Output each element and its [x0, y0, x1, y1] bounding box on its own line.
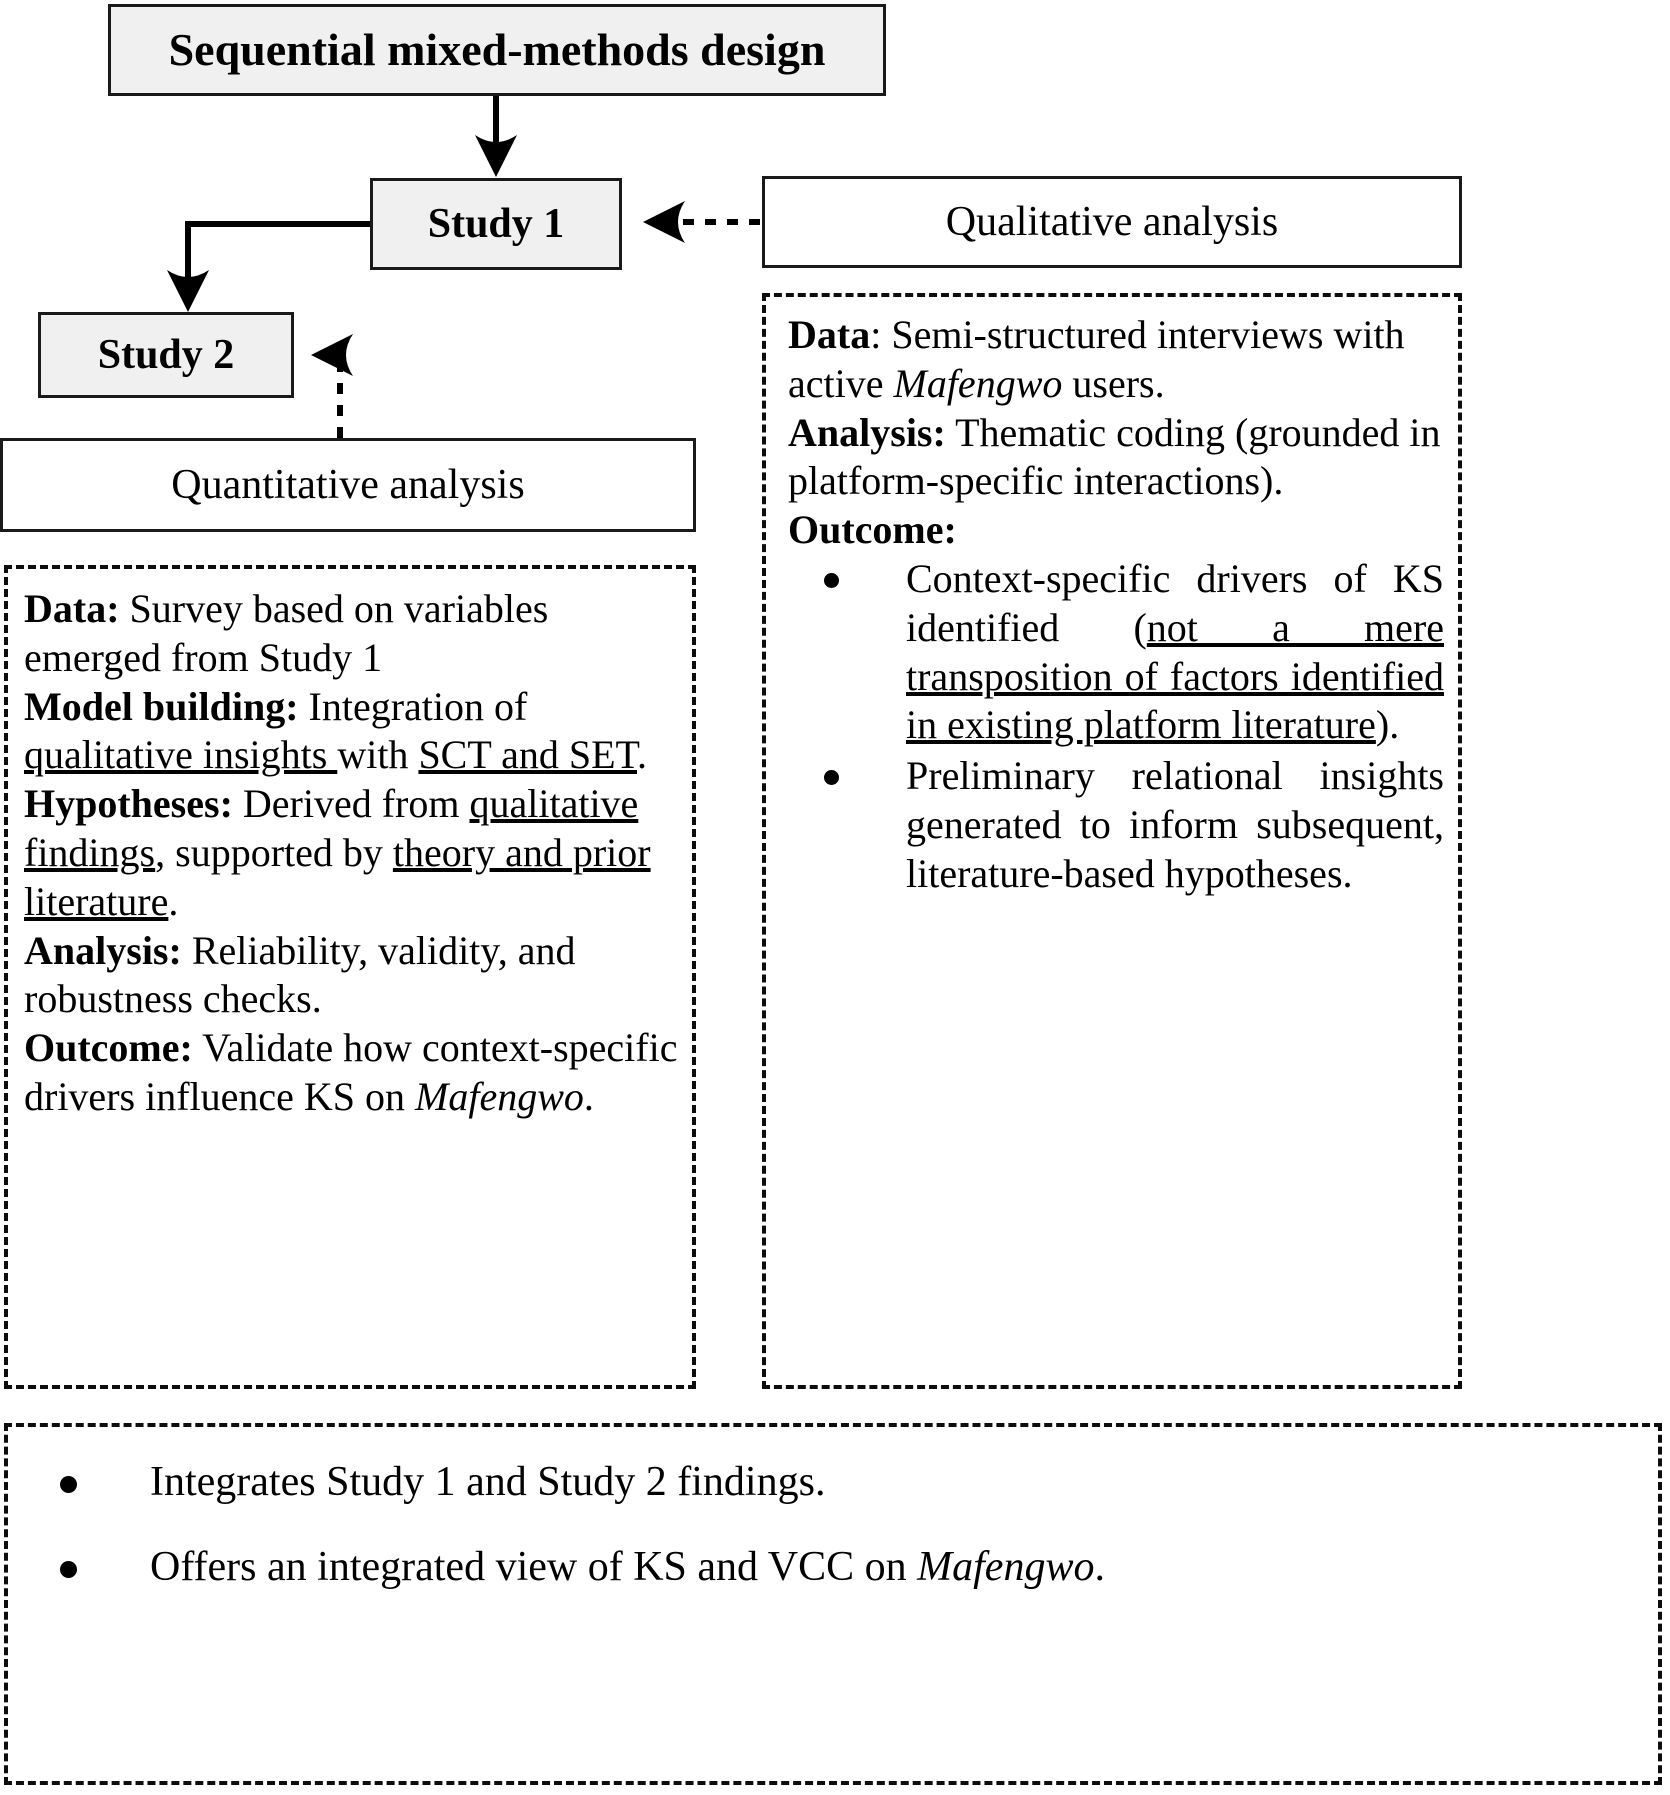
bullet-dot-icon — [60, 1476, 77, 1493]
qualitative-bullet-1-tail: ). — [1375, 702, 1400, 748]
qualitative-data-text: : Semi-structured interviews with active — [788, 312, 1405, 406]
qualitative-analysis-text: Thematic coding (grounded in platform-specific interactions). — [788, 409, 1441, 504]
quantitative-outcome-text: Validate how context-specific drivers influence KS on — [24, 1025, 678, 1119]
qualitative-outcome-label: Outcome: — [788, 507, 957, 553]
qualitative-body — [788, 311, 1444, 899]
integration-bullet-2-platform: Mafengwo — [917, 1544, 1095, 1591]
quantitative-model-row — [24, 683, 680, 781]
bullet-dot-icon — [60, 1561, 77, 1578]
quantitative-hypotheses-text-b: , supported by — [155, 829, 393, 875]
bullet-dot-icon — [824, 573, 839, 588]
integration-bullet-1-text: Integrates Study 1 and Study 2 findings. — [150, 1459, 826, 1505]
qualitative-outcome-bullets — [788, 555, 1444, 899]
quantitative-hypotheses-label: Hypotheses: — [24, 781, 233, 827]
quantitative-data-text: Survey based on variables emerged from Study 1 — [24, 586, 549, 680]
quantitative-analysis-text: Reliability, validity, and robustness checks. — [24, 927, 576, 1022]
quantitative-outcome-row — [24, 1024, 680, 1122]
integration-panel — [4, 1423, 1662, 1785]
bullet-dot-icon — [824, 770, 839, 785]
quantitative-model-text-b: with — [337, 732, 419, 778]
quantitative-body — [24, 585, 680, 1122]
quantitative-outcome-text-end: . — [583, 1073, 594, 1119]
quantitative-hypotheses-text-c: . — [168, 878, 179, 924]
qualitative-data-platform: Mafengwo — [893, 360, 1063, 406]
quantitative-analysis-header — [0, 438, 696, 532]
qualitative-bullet-2-lead: Preliminary relational insights generated to inform subsequent, literature-based hypotheses. — [906, 753, 1444, 896]
quantitative-analysis-sublabel: Analysis: — [24, 927, 182, 973]
quantitative-model-underline-a: qualitative insights — [24, 732, 338, 778]
quantitative-data-label: Data: — [24, 586, 120, 631]
integration-bullet-2-tail: . — [1094, 1544, 1105, 1591]
page-title: Sequential mixed-methods design — [168, 24, 826, 75]
qualitative-bullet-1-lead: Context-specific drivers of KS identified ( — [906, 555, 1444, 650]
quantitative-model-text-c: . — [636, 732, 647, 778]
quantitative-outcome-label: Outcome: — [24, 1025, 193, 1071]
quantitative-model-text-a: Integration of — [298, 683, 528, 729]
quantitative-hypotheses-text-a: Derived from — [232, 781, 470, 827]
qualitative-data-label: Data — [788, 312, 871, 357]
qualitative-details-panel — [762, 293, 1462, 1389]
list-item — [788, 555, 1444, 750]
node-study-1 — [370, 178, 622, 270]
quantitative-hypotheses-underline-a: qualitative findings — [24, 781, 639, 875]
integration-bullet-2-text: Offers an integrated view of KS and VCC on — [150, 1544, 918, 1591]
qualitative-data-row — [788, 311, 1444, 409]
qualitative-bullet-1-underline: not a mere transposition of factors identified in existing platform literature — [906, 604, 1444, 748]
list-item — [28, 1457, 1638, 1508]
quantitative-data-row — [24, 585, 680, 683]
qualitative-analysis-sublabel: Analysis: — [788, 409, 946, 455]
qualitative-analysis-header — [762, 176, 1462, 268]
node-study-2-label: Study 2 — [97, 332, 235, 378]
list-item — [28, 1542, 1638, 1593]
qualitative-data-text-end: users. — [1062, 360, 1165, 406]
qualitative-analysis-row — [788, 409, 1444, 507]
quantitative-analysis-row — [24, 927, 680, 1025]
list-item — [788, 752, 1444, 898]
quantitative-hypotheses-underline-b: theory and prior literature — [24, 829, 651, 924]
diagram-title-box — [108, 4, 886, 96]
quantitative-model-underline-b: SCT and SET — [418, 732, 637, 778]
quantitative-outcome-platform: Mafengwo — [415, 1073, 584, 1119]
node-study-1-label: Study 1 — [427, 201, 565, 247]
qualitative-outcome-label-row — [788, 506, 1444, 555]
quantitative-hypotheses-row — [24, 780, 680, 926]
integration-bullets — [28, 1457, 1638, 1593]
quantitative-details-panel — [4, 565, 696, 1389]
quantitative-analysis-label: Quantitative analysis — [171, 462, 525, 508]
quantitative-model-label: Model building: — [24, 683, 299, 729]
qualitative-analysis-label: Qualitative analysis — [945, 199, 1279, 245]
node-study-2 — [38, 312, 294, 398]
